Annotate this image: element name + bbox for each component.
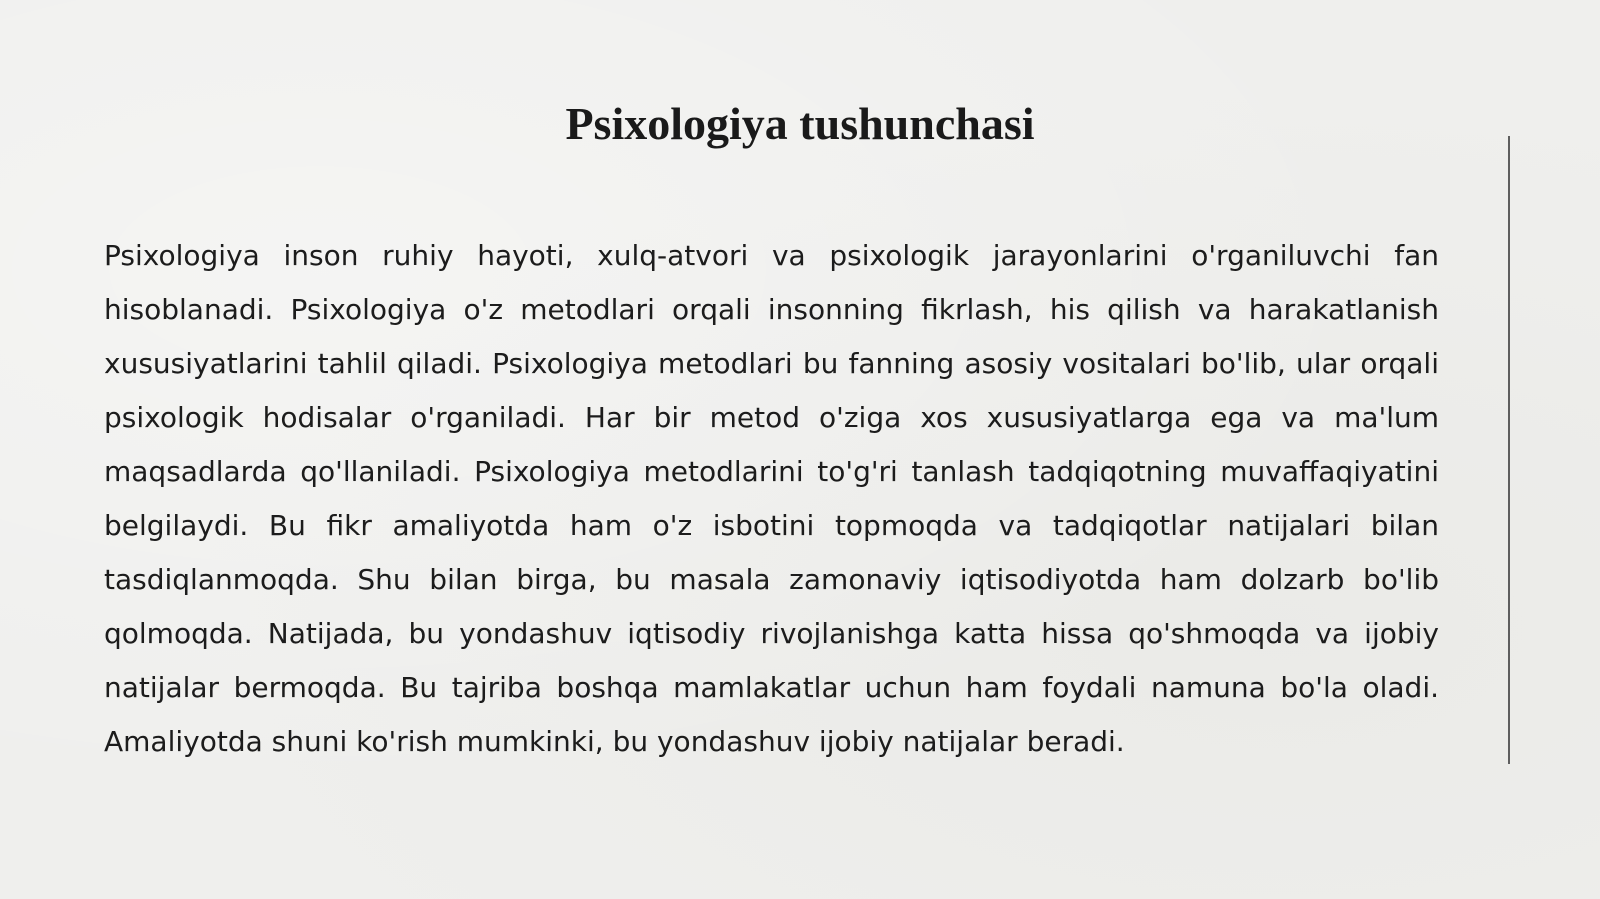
- slide-body-text: Psixologiya inson ruhiy hayoti, xulq-atvori va psixologik jarayonlarini o'rganiluvchi fan hisoblanadi. Psixologiya o'z metodlari orqali insonning fikrlash, his qilish va harakatlanish xususiyatlarini tahlil qiladi. Psixologiya metodlari bu fanning asosiy vositalari bo'lib, ular orqali psixologik hodisalar o'rganiladi. Har bir metod o'ziga xos xususiyatlarga ega va ma'lum maqsadlarda qo'llaniladi. Psixologiya metodlarini to'g'ri tanlash tadqiqotning muvaffaqiyatini belgilaydi. Bu fikr amaliyotda ham o'z isbotini topmoqda va tadqiqotlar natijalari bilan tasdiqlanmoqda. Shu bilan birga, bu masala zamonaviy iqtisodiyotda ham dolzarb bo'lib qolmoqda. Natijada, bu yondashuv iqtisodiy rivojlanishga katta hissa qo'shmoqda va ijobiy natijalar bermoqda. Bu tajriba boshqa mamlakatlar uchun ham foydali namuna bo'la oladi. Amaliyotda shuni ko'rish mumkinki, bu yondashuv ijobiy natijalar beradi.: [104, 239, 1439, 758]
- vertical-divider: [1508, 136, 1510, 764]
- slide-title: Psixologiya tushunchasi: [565, 98, 1035, 149]
